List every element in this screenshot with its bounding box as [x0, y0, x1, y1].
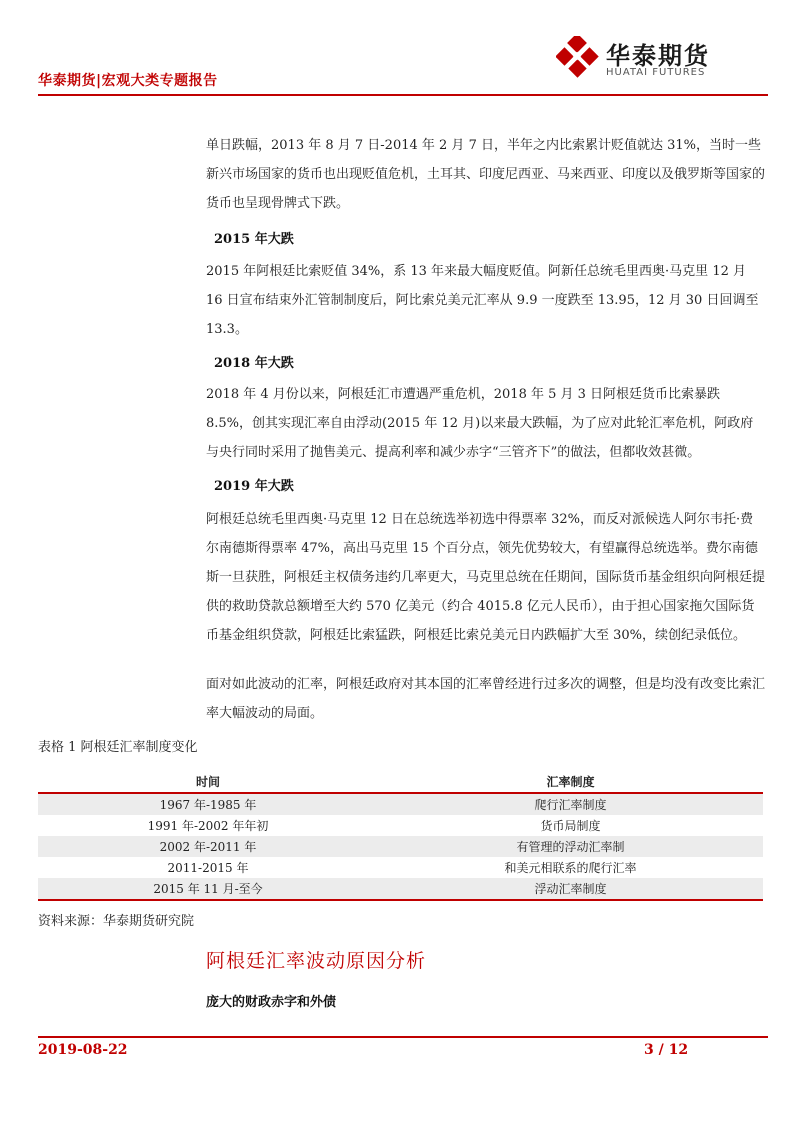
cell-time: 2002 年-2011 年 — [159, 840, 257, 854]
subheading-2019: 2019 年大跌 — [214, 479, 294, 494]
table-source: 资料来源：华泰期货研究院 — [38, 914, 195, 929]
logo-text-cn: 华泰期货 — [606, 42, 710, 70]
table-row — [38, 836, 763, 857]
table-header-row — [38, 770, 763, 794]
cell-regime: 浮动汇率制度 — [534, 882, 607, 896]
cell-time: 2015 年 11 月-至今 — [153, 882, 263, 896]
paragraph-2019: 阿根廷总统毛里西奥·马克里 12 日在总统选举初选中得票率 32%，而反对派候选人阿尔韦托·费尔南德斯得票率 47%，高出马克里 15 个百分点，领先优势较大，有望赢得总统选举。费尔南德斯一旦获胜，阿根廷主权债务违约几率更大，马克里总统在任期间，国际货币基金组织向阿根廷提供的救助贷款总额增至大约 570 亿美元（约合 4015.8 亿元人民币），由于担心国家拖欠国际货币基金组织贷款，阿根廷比索猛跌，阿根廷比索兑美元日内跌幅扩大至 30%，续创纪录低位。 — [206, 512, 766, 643]
cell-regime: 爬行汇率制度 — [534, 798, 607, 812]
footer-divider — [38, 1036, 768, 1038]
cell-time: 2011-2015 年 — [167, 861, 249, 875]
paragraph-2015: 2015 年阿根廷比索贬值 34%，系 13 年来最大幅度贬值。阿新任总统毛里西奥·马克里 12 月 16 日宣布结束外汇管制制度后，阿比索兑美元汇率从 9.9 一度跌至 13.95，12 月 30 日回调至 13.3。 — [206, 264, 759, 337]
company-logo — [556, 34, 726, 84]
table-caption: 表格 1 阿根廷汇率制度变化 — [38, 740, 198, 755]
paragraph-intro: 单日跌幅，2013 年 8 月 7 日-2014 年 2 月 7 日，半年之内比索累计贬值就达 31%，当时一些新兴市场国家的货币也出现贬值危机，土耳其、印度尼西亚、马来西亚、印度以及俄罗斯等国家的货币也呈现骨牌式下跌。 — [206, 138, 766, 211]
subheading-2018: 2018 年大跌 — [214, 356, 294, 371]
cell-regime: 货币局制度 — [540, 819, 601, 833]
cell-regime: 有管理的浮动汇率制 — [516, 840, 625, 854]
huatai-logo-icon — [556, 36, 600, 80]
table-row — [38, 857, 763, 878]
logo-text-en: HUATAI FUTURES — [606, 67, 706, 78]
header-time: 时间 — [195, 774, 220, 789]
exchange-rate-regime-table — [38, 770, 763, 901]
table-row — [38, 878, 763, 901]
footer-date: 2019-08-22 — [38, 1042, 128, 1058]
section-title: 阿根廷汇率波动原因分析 — [206, 950, 427, 972]
header-divider — [38, 94, 768, 96]
table-row — [38, 815, 763, 836]
table-row — [38, 794, 763, 815]
header-regime: 汇率制度 — [546, 774, 595, 789]
section-subtitle: 庞大的财政赤字和外债 — [206, 995, 337, 1010]
page-number: 3 / 12 — [644, 1042, 689, 1058]
subheading-2015: 2015 年大跌 — [214, 232, 294, 247]
paragraph-2018: 2018 年 4 月份以来，阿根廷汇市遭遇严重危机，2018 年 5 月 3 日阿根廷货币比索暴跌 8.5%，创其实现汇率自由浮动(2015 年 12 月)以来最大跌幅，为了应对此轮汇率危机，阿政府与央行同时采用了抛售美元、提高利率和减少赤字“三管齐下”的做法，但都收效甚微。 — [206, 387, 754, 460]
paragraph-conclusion: 面对如此波动的汇率，阿根廷政府对其本国的汇率曾经进行过多次的调整，但是均没有改变比索汇率大幅波动的局面。 — [206, 677, 766, 721]
cell-time: 1967 年-1985 年 — [159, 798, 257, 812]
report-header-title: 华泰期货|宏观大类专题报告 — [38, 73, 218, 89]
cell-time: 1991 年-2002 年年初 — [147, 819, 269, 833]
cell-regime: 和美元相联系的爬行汇率 — [504, 861, 637, 875]
